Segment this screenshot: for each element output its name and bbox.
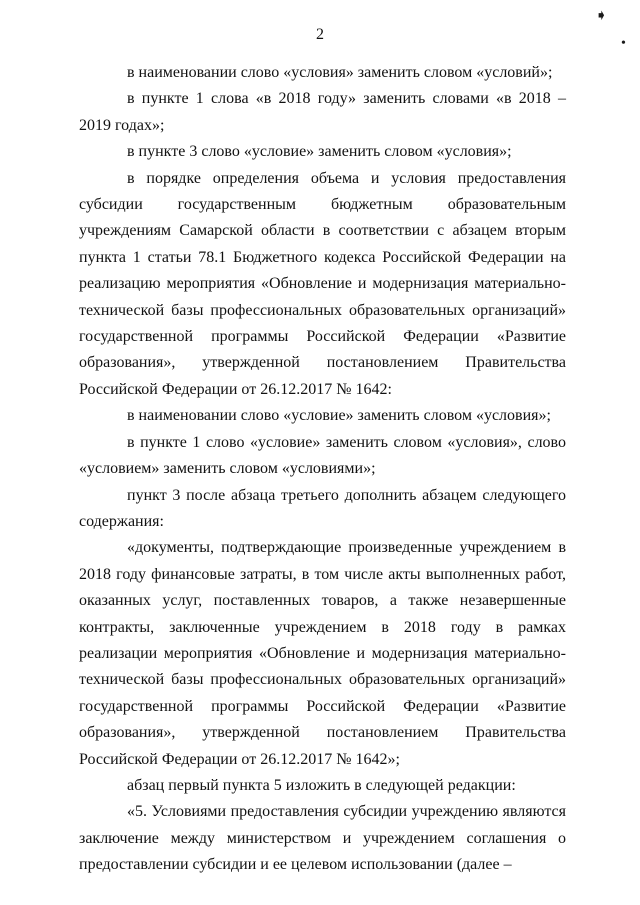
paragraph: в пункте 1 слово «условие» заменить словом «условия», слово «условием» заменить словом «условиями»; [79, 433, 566, 478]
page-number: 2 [316, 26, 324, 43]
scan-artifact-dot: • [621, 36, 626, 51]
paragraph: «документы, подтверждающие произведенные учреждением в 2018 году финансовые затраты, в том числе акты выполненных работ, оказанных услуг, поставленных товаров, а также незавершенные контракты, заключенные учреждением в 2018 году в рамках реализации мероприятия «Обновление и модернизация материально-технической базы профессиональных образовательных организаций» государственной программы Российской Федерации «Развитие образования», утвержденной постановлением Правительства Российской Федерации от 26.12.2017 № 1642»; [79, 539, 566, 768]
paragraph: в пункте 3 слово «условие» заменить словом «условия»; [127, 143, 512, 161]
paragraph: в пункте 1 слова «в 2018 году» заменить словами «в 2018 – 2019 годах»; [79, 90, 566, 134]
paragraph: в наименовании слово «условия» заменить словом «условий»; [127, 64, 553, 81]
paragraph: в наименовании слово «условие» заменить словом «условия»; [127, 407, 551, 425]
scan-artifact-mark: ➧ [595, 8, 608, 24]
paragraph: «5. Условиями предоставления субсидии учреждению являются заключение между министерством и учреждением соглашения о предоставлении субсидии и ее целевом использовании (далее – [79, 803, 566, 874]
document-body [79, 60, 566, 879]
paragraph: пункт 3 после абзаца третьего дополнить абзацем следующего содержания: [79, 486, 566, 530]
paragraph: в порядке определения объема и условия предоставления субсидии государственным бюджетным образовательным учреждениям Самарской области в соответствии с абзацем вторым пункта 1 статьи 78.1 Бюджетного кодекса Российской Федерации на реализацию мероприятия «Обновление и модернизация материально-технической базы профессиональных образовательных организаций» государственной программы Российской Федерации «Развитие образования», утвержденной постановлением Правительства Российской Федерации от 26.12.2017 № 1642: [79, 169, 566, 398]
paragraph: абзац первый пункта 5 изложить в следующей редакции: [127, 776, 516, 794]
